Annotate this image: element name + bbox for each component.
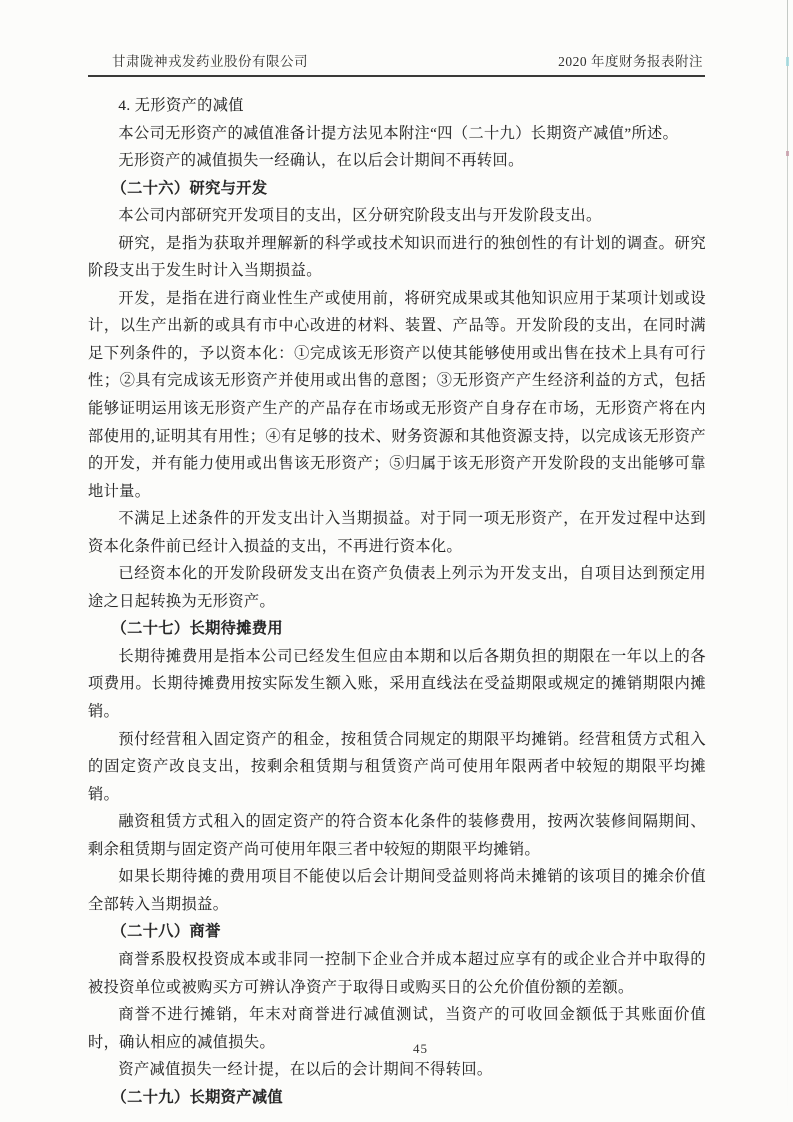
- section-heading: （二十九）长期资产减值: [111, 1088, 284, 1106]
- paragraph: 如果长期待摊的费用项目不能使以后会计期间受益则将尚未摊销的该项目的摊余价值全部转入当期损益。: [88, 868, 706, 913]
- paragraph: 融资租赁方式租入的固定资产的符合资本化条件的装修费用，按两次装修间隔期间、剩余租赁期与固定资产尚可使用年限三者中较短的期限平均摊销。: [88, 813, 706, 858]
- company-name: 甘肃陇神戎发药业股份有限公司: [112, 54, 308, 69]
- paragraph: 开发，是指在进行商业性生产或使用前，将研究成果或其他知识应用于某项计划或设计，以生产出新的或具有市中心改进的材料、装置、产品等。开发阶段的支出，在同时满足下列条件的，予以资本化：①完成该无形资产以使其能够使用或出售在技术上具有可行性；②具有完成该无形资产并使用或出售的意图；③无形资产产生经济利益的方式，包括能够证明运用该无形资产生产的产品存在市场或无形资产自身存在市场，无形资产将在内部使用的,证明其有用性；④有足够的技术、财务资源和其他资源支持，以完成该无形资产的开发，并有能力使用或出售该无形资产；⑤归属于该无形资产开发阶段的支出能够可靠地计量。: [88, 289, 706, 500]
- report-title: 2020 年度财务报表附注: [558, 54, 703, 69]
- paragraph: 商誉不进行摊销，年末对商誉进行减值测试，当资产的可收回金额低于其账面价值时，确认相应的减值损失。: [88, 1006, 706, 1051]
- paragraph: 已经资本化的开发阶段研发支出在资产负债表上列示为开发支出，自项目达到预定用途之日起转换为无形资产。: [88, 565, 706, 610]
- section-heading: （二十八）商誉: [111, 923, 221, 941]
- paragraph: 不满足上述条件的开发支出计入当期损益。对于同一项无形资产，在开发过程中达到资本化条件前已经计入损益的支出，不再进行资本化。: [88, 510, 706, 555]
- paragraph: 本公司内部研究开发项目的支出，区分研究阶段支出与开发阶段支出。: [118, 207, 602, 225]
- scan-artifact-speck: [786, 57, 789, 66]
- paragraph: 无形资产的减值损失一经确认，在以后会计期间不再转回。: [118, 152, 524, 170]
- section-heading: （二十六）研究与开发: [111, 179, 268, 197]
- document-body: [88, 92, 706, 1111]
- section-heading: （二十七）长期待摊费用: [111, 620, 284, 638]
- paragraph: 商誉系股权投资成本或非同一控制下企业合并成本超过应享有的或企业合并中取得的被投资单位或被购买方可辨认净资产于取得日或购买日的公允价值份额的差额。: [88, 950, 706, 996]
- scan-artifact-right-edge: [787, 0, 788, 1122]
- paragraph: 本公司无形资产的减值准备计提方法见本附注“四（二十九）长期资产减值”所述。: [118, 124, 679, 142]
- page-number: 45: [413, 1041, 428, 1056]
- page-header: [88, 50, 705, 77]
- paragraph: 资产减值损失一经计提，在以后的会计期间不得转回。: [118, 1061, 493, 1079]
- paragraph: 长期待摊费用是指本公司已经发生但应由本期和以后各期负担的期限在一年以上的各项费用。长期待摊费用按实际发生额入账，采用直线法在受益期限或规定的摊销期限内摊销。: [88, 647, 706, 721]
- paragraph: 研究，是指为获取并理解新的科学或技术知识而进行的独创性的有计划的调查。研究阶段支出于发生时计入当期损益。: [88, 234, 706, 280]
- scan-artifact-speck: [786, 151, 789, 156]
- numbered-item-heading: 4. 无形资产的减值: [118, 97, 244, 114]
- paragraph: 预付经营租入固定资产的租金，按租赁合同规定的期限平均摊销。经营租赁方式租入的固定资产改良支出，按剩余租赁期与租赁资产尚可使用年限两者中较短的期限平均摊销。: [88, 730, 706, 803]
